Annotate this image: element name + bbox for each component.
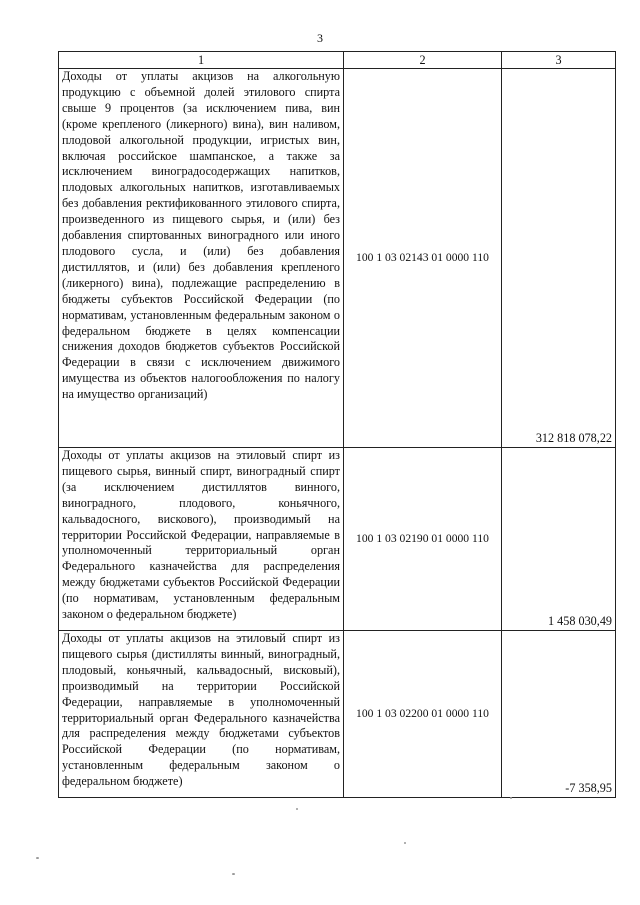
budget-classification-code: 100 1 03 02143 01 0000 110	[344, 69, 502, 448]
table-header-row	[59, 52, 616, 69]
scan-speck	[36, 857, 39, 859]
revenue-description: Доходы от уплаты акцизов на этиловый спирт из пищевого сырья, винный спирт, виноградный спирт (за исключением дистиллятов винного, виноградного, плодового, коньячного, кальвадосного, вискового), производимый на территории Российской Федерации, направляемые в уполномоченный территориальный орган Федерального казначейства для распределения между бюджетами субъектов Российской Федерации (по нормативам, установленным федеральным законом о федеральном бюджете)	[59, 448, 344, 631]
page-number: 3	[317, 31, 323, 45]
column-header: 1	[59, 52, 344, 69]
revenue-amount: 312 818 078,22	[502, 69, 616, 448]
column-header: 2	[344, 52, 502, 69]
revenue-description: Доходы от уплаты акцизов на этиловый спирт из пищевого сырья (дистилляты винный, виноградный, плодовый, коньячный, кальвадосный, висковый), производимый на территории Российской Федерации, направляемые в уполномоченный территориальный орган Федерального казначейства для распределения между бюджетами субъектов Российской Федерации (по нормативам, установленным федеральным законом о федеральном бюджете)	[59, 631, 344, 798]
budget-classification-code: 100 1 03 02190 01 0000 110	[344, 448, 502, 631]
table-row	[59, 69, 616, 448]
scan-speck	[404, 842, 406, 844]
revenue-table	[58, 51, 616, 798]
scan-speck	[510, 797, 512, 799]
revenue-amount: -7 358,95	[502, 631, 616, 798]
table-row	[59, 448, 616, 631]
scan-speck	[232, 873, 235, 875]
revenue-description: Доходы от уплаты акцизов на алкогольную продукцию с объемной долей этилового спирта свыше 9 процентов (за исключением пива, вин (кроме крепленого (ликерного) вина), вин наливом, плодовой алкогольной продукции, игристых вин, включая российское шампанское, а также за исключением виноградосодержащих напитков, плодовых алкогольных напитков, изготавливаемых без добавления ректификованного этилового спирта, произведенного из пищевого сырья, и (или) без добавления спиртованных виноградного или иного плодового сусла, и (или) без добавления дистиллятов, и (или) без добавления крепленого (ликерного) вина), подлежащие распределению в бюджеты субъектов Российской Федерации (по нормативам, установленным федеральным законом о федеральном бюджете в целях компенсации снижения доходов бюджетов субъектов Российской Федерации в связи с исключением движимого имущества из объектов налогообложения по налогу на имущество организаций)	[59, 69, 344, 448]
scan-speck	[296, 808, 298, 810]
table-row	[59, 631, 616, 798]
column-header: 3	[502, 52, 616, 69]
revenue-amount: 1 458 030,49	[502, 448, 616, 631]
budget-classification-code: 100 1 03 02200 01 0000 110	[344, 631, 502, 798]
